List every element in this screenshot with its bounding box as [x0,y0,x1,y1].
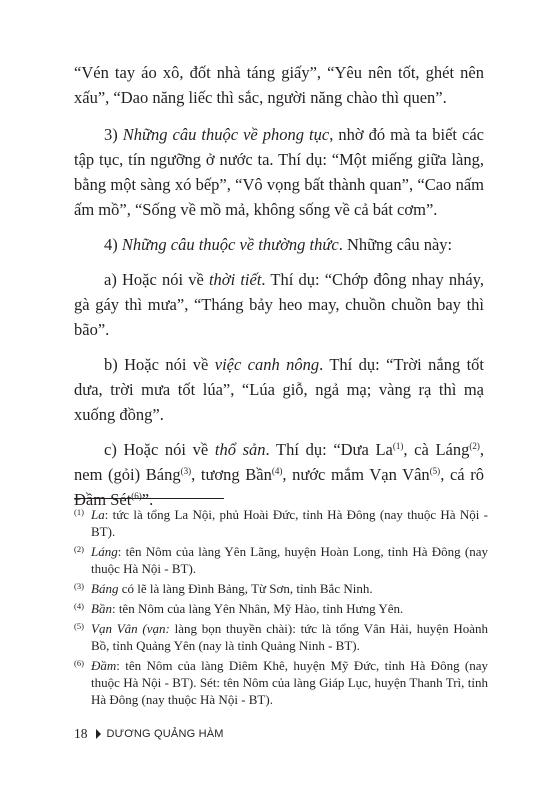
footnote-ref[interactable]: (2) [469,441,480,451]
footnote-divider [74,498,224,499]
paragraph-customs: 3) Những câu thuộc về phong tục, nhờ đó mà ta biết các tập tục, tín ngưỡng ở nước ta. Thí dụ: “Một miếng giữa làng, bằng một sàng xó bếp”, “Vô vọng bất thành quan”, “Cao nấm ấm mồ”, “Sống về mồ mả, không sống về cả bát cơm”. [74,125,484,219]
paragraph-proverb-examples: “Vén tay áo xô, đốt nhà táng giấy”, “Yêu nên tốt, ghét nên xấu”, “Dao năng liếc thì sắc, người năng chào thì quen”. [74,63,484,107]
footnote-item: (5) Vạn Vân (vạn: làng bọn thuyền chài): tức là tổng Vân Hải, huyện Hoành Bồ, tỉnh Quảng Yên (nay là tỉnh Quảng Ninh - BT). [74,621,488,653]
footnote-ref[interactable]: (6) [131,491,142,501]
page-footer [74,724,224,744]
heading-customs: Những câu thuộc về phong tục [122,125,330,144]
footnote-item: (3) Báng có lẽ là làng Đình Bảng, Từ Sơn, tỉnh Bắc Ninh. [74,581,373,596]
footnote-item: (4) Bần: tên Nôm của làng Yên Nhân, Mỹ Hào, tỉnh Hưng Yên. [74,601,404,616]
footnote-ref[interactable]: (3) [180,466,192,476]
paragraph-weather: a) Hoặc nói về thời tiết. Thí dụ: “Chớp đông nhay nháy, gà gáy thì mưa”, “Tháng bảy heo may, chuồn chuồn bay thì bão”. [74,270,484,339]
footnotes [74,506,488,711]
footnote-ref[interactable]: (4) [271,466,283,476]
footnote-ref[interactable]: (1) [392,441,404,451]
triangle-right-icon [96,729,101,739]
heading-common-knowledge: Những câu thuộc về thường thức [121,235,339,254]
author-name: DƯƠNG QUẢNG HÀM [106,728,224,740]
footnote-item: (1) La: tức là tổng La Nội, phủ Hoài Đức, tỉnh Hà Đông (nay thuộc Hà Nội - BT). [74,507,488,539]
footnote-ref[interactable]: (5) [429,466,441,476]
footnote-item: (2) Láng: tên Nôm của làng Yên Lãng, huyện Hoàn Long, tỉnh Hà Đông (nay thuộc Hà Nội - BT). [74,544,488,576]
paragraph-local-products: c) Hoặc nói về thổ sản. Thí dụ: “Dưa La$^{(1)}$, cà Láng$^{(2)}$, nem (gỏi) Báng$^{(3)}$, tương Bần$^{(4)}$, nước mắm Vạn Vân$^{(5)}$, cá rô Đầm Sét$^{(6)}$”. [74,440,484,509]
paragraph-agriculture: b) Hoặc nói về việc canh nông. Thí dụ: “Trời nắng tốt dưa, trời mưa tốt lúa”, “Lúa giỗ, ngả mạ; vàng rạ thì mạ xuống đồng”. [74,355,484,424]
page-number: 18 [74,726,88,741]
footnote-item: (6) Đầm: tên Nôm của làng Diêm Khê, huyện Mỹ Đức, tỉnh Hà Đông (nay thuộc Hà Nội - BT). Sét: tên Nôm của làng Giáp Lục, huyện Thanh Trì, tỉnh Hà Đông (nay thuộc Hà Nội - BT). [74,658,488,707]
body-text [74,60,484,522]
paragraph-common-knowledge: 4) Những câu thuộc về thường thức. Những câu này: [104,235,453,254]
